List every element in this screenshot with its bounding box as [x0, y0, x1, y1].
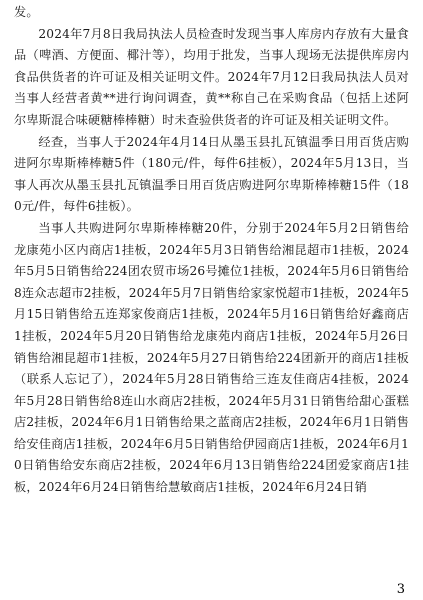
- paragraph-inspection: 2024年7月8日我局执法人员检查时发现当事人库房内存放有大量食品（啤酒、方便面、椰汁等），均用于批发，当事人现场无法提供库房内食品供货者的许可证及相关证明文件。2024年7月12日我局执法人员对当事人经营者黄**进行询问调查，黄**称自己在采购食品（包括上述阿尔卑斯混合味硬糖棒棒糖）时未查验供货者的许可证及相关证明文件。: [14, 26, 409, 127]
- paragraph-sales-record: 当事人共购进阿尔卑斯棒棒糖20件，分别于2024年5月2日销售给龙康苑小区内商店1挂板，2024年5月3日销售给湘昆超市1挂板，2024年5月5日销售给224团农贸市场26号摊位1挂板，2024年5月6日销售给8连众志超市2挂板，2024年5月7日销售给家家悦超市1挂板，2024年5月15日销售给五连郑家俊商店1挂板，2024年5月16日销售给好鑫商店1挂板，2024年5月20日销售给龙康苑内商店1挂板，2024年5月26日销售给湘昆超市1挂板，2024年5月27日销售给224团新开的商店1挂板（联系人忘记了），2024年5月28日销售给三连友佳商店4挂板，2024年5月28日销售给8连山水商店2挂板，2024年5月31日销售给甜心蛋糕店2挂板，2024年6月1日销售给果之蓝商店2挂板，2024年6月1日销售给安佳商店1挂板，2024年6月5日销售给伊园商店1挂板，2024年6月10日销售给安东商店2挂板，2024年6月13日销售给224团爱家商店1挂板，2024年6月24日销售给慧敏商店1挂板，2024年6月24日销: [14, 220, 409, 495]
- page-number: 3: [396, 582, 405, 597]
- paragraph-continuation: 发。: [14, 5, 39, 19]
- paragraph-investigation: 经查，当事人于2024年4月14日从墨玉县扎瓦镇温季日用百货店购进阿尔卑斯棒棒糖5件（180元/件，每件6挂板），2024年5月13日，当事人再次从墨玉县扎瓦镇温季日用百货店购进阿尔卑斯棒棒糖15件（180元/件，每件6挂板）。: [14, 134, 409, 214]
